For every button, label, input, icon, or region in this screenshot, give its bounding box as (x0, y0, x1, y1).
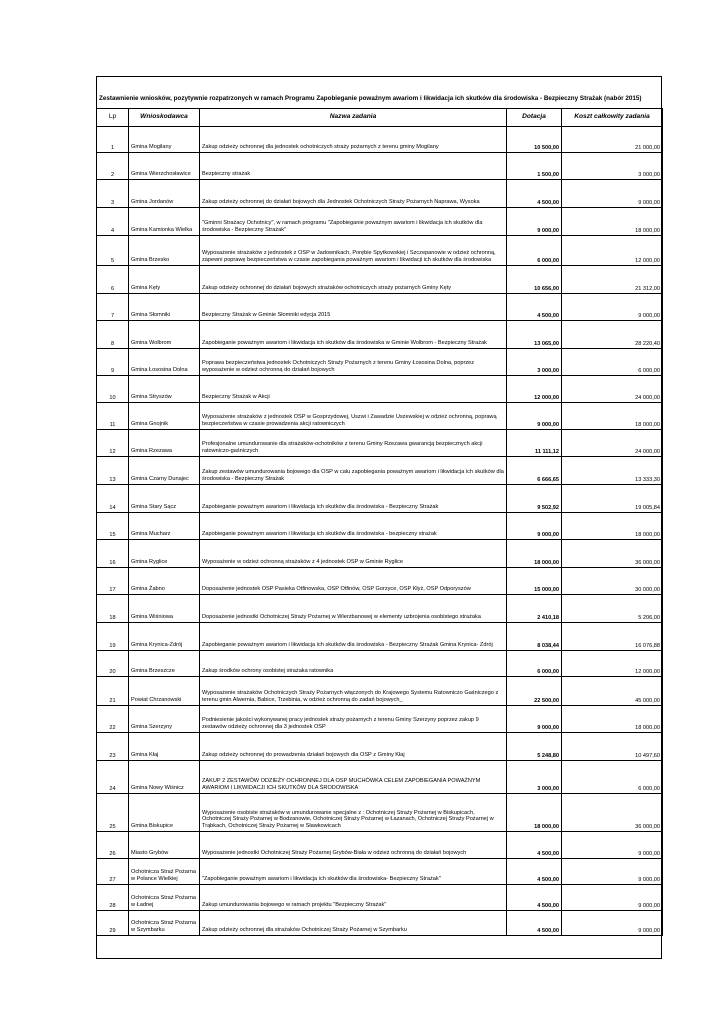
cell-lp: 11 (97, 403, 129, 430)
cell-lp: 16 (97, 540, 129, 568)
cell-cost: 45 000,00 (562, 677, 663, 706)
cell-task: Zakup odzieży ochronnej do prowadzenia działań bojowych dla OSP z Gminy Kłaj (200, 733, 507, 761)
cell-cost: 18 000,00 (562, 208, 663, 236)
cell-applicant: Gmina Słomniki (129, 294, 200, 321)
cell-cost: 18 000,00 (562, 513, 663, 540)
cell-lp: 8 (97, 321, 129, 349)
cell-grant: 11 111,12 (507, 430, 562, 457)
cell-applicant: Gmina Czarny Dunajec (129, 457, 200, 485)
cell-lp: 1 (97, 127, 129, 153)
table-row (97, 706, 663, 733)
cell-cost: 30 000,00 (562, 568, 663, 595)
header-cost: Koszt całkowity zadania (562, 109, 663, 127)
cell-grant: 4 500,00 (507, 911, 562, 936)
cell-applicant: Gmina Żabno (129, 568, 200, 595)
cell-applicant: Gmina Stryszów (129, 376, 200, 403)
cell-grant: 8 038,44 (507, 623, 562, 651)
table-row (97, 568, 663, 595)
cell-cost: 21 000,00 (562, 127, 663, 153)
cell-applicant: Gmina Wiśniowa (129, 595, 200, 623)
cell-task: Bezpieczny Strażak w Akcji (200, 376, 507, 403)
cell-task: Wyposażenie w odzież ochronną strażaków z 4 jednostek OSP w Gminie Ryglice (200, 540, 507, 568)
cell-grant: 13 065,00 (507, 321, 562, 349)
table-row (97, 859, 663, 885)
cell-cost: 24 000,00 (562, 376, 663, 403)
cell-task: Bezpieczny Strażak w Gminie Słomniki edycja 2015 (200, 294, 507, 321)
table-row (97, 208, 663, 236)
cell-cost: 5 206,00 (562, 595, 663, 623)
cell-lp: 17 (97, 568, 129, 595)
cell-cost: 19 005,84 (562, 485, 663, 513)
cell-grant: 18 000,00 (507, 540, 562, 568)
cell-applicant: Gmina Biskupice (129, 794, 200, 832)
header-applicant: Wnioskodawca (129, 109, 200, 127)
table-row (97, 153, 663, 180)
cell-cost: 12 000,00 (562, 236, 663, 266)
cell-applicant: Gmina Kamionka Wielka (129, 208, 200, 236)
table-row (97, 349, 663, 376)
cell-applicant: Gmina Kłaj (129, 733, 200, 761)
cell-task: Zakup środków ochrony osobistej strażaka ratownika (200, 651, 507, 677)
cell-task: Wyposażenie osobiste strażaków w umundurowanie specjalne z : Ochotniczej Straży Pożarnej w Biskupicach, Ochotniczej Straży Pożarnej w Bodzanowie, Ochotniczej Straży Pożarnej w Łazanach, Ochotniczej Straży Pożarnej w Trąbkach, Ochotniczej Straży Pożarnej w Sławkowicach (200, 794, 507, 832)
cell-cost: 21 312,00 (562, 266, 663, 294)
table-row (97, 651, 663, 677)
cell-cost: 36 000,00 (562, 540, 663, 568)
cell-lp: 10 (97, 376, 129, 403)
cell-lp: 20 (97, 651, 129, 677)
cell-cost: 6 000,00 (562, 761, 663, 794)
cell-cost: 9 000,00 (562, 294, 663, 321)
cell-grant: 9 000,00 (507, 208, 562, 236)
cell-applicant: Gmina Brzeszcze (129, 651, 200, 677)
table-row (97, 794, 663, 832)
cell-applicant: Gmina Szerzyny (129, 706, 200, 733)
cell-applicant: Gmina Kęty (129, 266, 200, 294)
cell-applicant: Miasto Grybów (129, 832, 200, 859)
cell-cost: 18 000,00 (562, 403, 663, 430)
table-row (97, 457, 663, 485)
table-row (97, 885, 663, 911)
cell-task: Zapobieganie poważnym awariom i likwidacja ich skutków dla środowiska w Gminie Wolbrom - Bezpieczny Strażak (200, 321, 507, 349)
cell-grant: 12 000,00 (507, 376, 562, 403)
applications-table (96, 108, 663, 936)
cell-task: Poprawa bezpieczeństwa jednostek Ochotniczych Straży Pożarnych z terenu Gminy Łososina Dolna, poprzez wyposażenie w odzież ochronną do działań bojowych (200, 349, 507, 376)
cell-lp: 3 (97, 180, 129, 208)
cell-grant: 6 000,00 (507, 651, 562, 677)
cell-applicant: Ochotnicza Straż Pożarna w Ładnej (129, 885, 200, 911)
table-row (97, 911, 663, 936)
cell-task: "Gminni Strażacy Ochotnicy", w ramach programu "Zapobieganie poważnym awariom i likwidacja ich skutków dla środowiska - Bezpieczny Strażak" (200, 208, 507, 236)
cell-task: Zakup odzieży ochronnej do działań bojowych dla Jednostek Ochotniczych Straży Pożarnych Naprawa, Wysoka (200, 180, 507, 208)
cell-applicant: Gmina Rzezawa (129, 430, 200, 457)
cell-grant: 4 500,00 (507, 859, 562, 885)
cell-grant: 6 000,00 (507, 236, 562, 266)
cell-cost: 12 000,00 (562, 651, 663, 677)
cell-lp: 18 (97, 595, 129, 623)
cell-applicant: Ochotnicza Straż Pożarna w Szymbarku (129, 911, 200, 936)
cell-cost: 9 000,00 (562, 832, 663, 859)
cell-cost: 9 000,00 (562, 859, 663, 885)
table-header-row (97, 109, 663, 127)
cell-lp: 15 (97, 513, 129, 540)
cell-lp: 6 (97, 266, 129, 294)
cell-applicant: Gmina Brzesko (129, 236, 200, 266)
table-row (97, 180, 663, 208)
cell-task: Doposażenie jednostek OSP Pasieka Otfinowska, OSP Otfinów, OSP Gorzyce, OSP Kłyż, OSP Odporyszów (200, 568, 507, 595)
cell-task: Zapobieganie poważnym awariom i likwidacja ich skutków dla środowiska - Bezpieczny Strażak (200, 485, 507, 513)
cell-grant: 18 000,00 (507, 794, 562, 832)
cell-applicant: Gmina Nowy Wiśnicz (129, 761, 200, 794)
cell-cost: 9 000,00 (562, 911, 663, 936)
cell-applicant: Gmina Krynica-Zdrój (129, 623, 200, 651)
cell-cost: 24 000,00 (562, 430, 663, 457)
header-task: Nazwa zadania (200, 109, 507, 127)
cell-lp: 24 (97, 761, 129, 794)
cell-cost: 13 333,30 (562, 457, 663, 485)
cell-grant: 3 000,00 (507, 761, 562, 794)
cell-grant: 9 000,00 (507, 513, 562, 540)
cell-applicant: Gmina Ryglice (129, 540, 200, 568)
cell-task: Doposażenie jednostki Ochotniczej Straży Pożarnej w Wierzbanowej w elementy uzbrojenia osobistego strażaka (200, 595, 507, 623)
cell-task: Zapobieganie poważnym awariom i likwidacja ich skutków dla środowiska - bezpieczny strażak (200, 513, 507, 540)
header-grant: Dotacja (507, 109, 562, 127)
cell-lp: 9 (97, 349, 129, 376)
cell-grant: 1 500,00 (507, 153, 562, 180)
cell-grant: 4 500,00 (507, 885, 562, 911)
table-row (97, 403, 663, 430)
cell-grant: 10 656,00 (507, 266, 562, 294)
table-row (97, 266, 663, 294)
cell-task: Zakup odzieży ochronnej dla jednostek ochotniczych straży pożarnych z terenu gminy Mogilany (200, 127, 507, 153)
cell-lp: 12 (97, 430, 129, 457)
cell-task: Wyposażenie strażaków z jednostek z OSP w Jadownikach, Porębie Spytkowskiej i Szczepanowie w odzież ochronną, zapewni poprawę bezpieczeństwa w czasie zapobiegania poważnym awariom i likwidacji ich skutków dla środowiska (200, 236, 507, 266)
table-row (97, 832, 663, 859)
cell-grant: 9 000,00 (507, 403, 562, 430)
table-row (97, 595, 663, 623)
document-title: Zestawnienie wniosków, pozytywnie rozpatrzonych w ramach Programu Zapobieganie poważnym awariom i likwidacja ich skutków dla środowiska - Bezpieczny Strażak (nabór 2015) (99, 95, 642, 102)
table-row (97, 540, 663, 568)
cell-applicant: Ochotnicza Straż Pożarna w Polance Wielkiej (129, 859, 200, 885)
cell-lp: 5 (97, 236, 129, 266)
cell-applicant: Gmina Jordanów (129, 180, 200, 208)
cell-grant: 2 410,18 (507, 595, 562, 623)
cell-task: Zakup zestawów umundurowania bojowego dla OSP w calu zapobiegania poważnym awariom i likwidacja ich skutków dla środowiska - Bezpieczny Strażak (200, 457, 507, 485)
cell-cost: 28 220,40 (562, 321, 663, 349)
cell-lp: 26 (97, 832, 129, 859)
cell-lp: 19 (97, 623, 129, 651)
table-row (97, 677, 663, 706)
table-row (97, 430, 663, 457)
cell-applicant: Gmina Łososina Dolna (129, 349, 200, 376)
cell-task: Zapobieganie poważnym awariom i likwidacja ich skutków dla środowiska - Bezpieczny Strażak Gmina Krynica- Zdrój (200, 623, 507, 651)
cell-task: ZAKUP 2 ZESTAWÓW ODZIEŻY OCHRONNEJ DLA OSP MUCHÓWKA CELEM ZAPOBIEGANIA POWAŻNYM AWARIOM I LIKWIDACJI ICH SKUTKÓW DLA ŚRODOWISKA (200, 761, 507, 794)
cell-applicant: Powiat Chrzanowski (129, 677, 200, 706)
cell-lp: 27 (97, 859, 129, 885)
cell-lp: 23 (97, 733, 129, 761)
cell-task: Zakup odzieży ochronnej dla strażaków Ochotniczej Straży Pożarnej w Szymbarku (200, 911, 507, 936)
cell-applicant: Gmina Stary Sącz (129, 485, 200, 513)
cell-grant: 6 666,65 (507, 457, 562, 485)
cell-applicant: Gmina Mucharz (129, 513, 200, 540)
cell-grant: 4 500,00 (507, 294, 562, 321)
cell-lp: 21 (97, 677, 129, 706)
table-row (97, 321, 663, 349)
cell-task: Zakup odzieży ochronnej do działań bojowych strażaków ochotniczych straży pożarnych Gminy Kęty (200, 266, 507, 294)
table-row (97, 513, 663, 540)
table-row (97, 294, 663, 321)
cell-grant: 4 500,00 (507, 832, 562, 859)
table-row (97, 236, 663, 266)
cell-grant: 4 500,00 (507, 180, 562, 208)
cell-task: Zakup umundurowania bojowego w ramach projektu "Bezpieczny Strażak" (200, 885, 507, 911)
table-row (97, 623, 663, 651)
cell-lp: 22 (97, 706, 129, 733)
cell-applicant: Gmina Mogilany (129, 127, 200, 153)
table-row (97, 376, 663, 403)
cell-cost: 9 000,00 (562, 885, 663, 911)
cell-grant: 9 000,00 (507, 706, 562, 733)
cell-task: Wyposażenie jednostki Ochotniczej Straży Pożarnej Grybów-Biała w odzież ochronną do działań bojowych (200, 832, 507, 859)
cell-cost: 3 000,00 (562, 153, 663, 180)
header-lp: Lp (97, 109, 129, 127)
cell-task: "Zapobieganie poważnym awariom i likwidacja ich skutków dla środowiska- Bezpieczny Strażak" (200, 859, 507, 885)
cell-grant: 10 500,00 (507, 127, 562, 153)
cell-grant: 22 500,00 (507, 677, 562, 706)
cell-applicant: Gmina Wolbrom (129, 321, 200, 349)
cell-cost: 36 000,00 (562, 794, 663, 832)
cell-lp: 2 (97, 153, 129, 180)
cell-lp: 4 (97, 208, 129, 236)
cell-task: Wyposażenie strażaków z jednostek OSP w Gosprzydowej, Uszwi i Zawadzie Uszewskiej w odzież ochronną, poprawą bezpieczeństwa w czasie prowadzenia akcji ratowniczych (200, 403, 507, 430)
cell-grant: 3 000,00 (507, 349, 562, 376)
cell-grant: 5 248,80 (507, 733, 562, 761)
cell-grant: 9 502,92 (507, 485, 562, 513)
cell-lp: 14 (97, 485, 129, 513)
cell-cost: 16 076,88 (562, 623, 663, 651)
cell-cost: 10 497,60 (562, 733, 663, 761)
cell-lp: 25 (97, 794, 129, 832)
cell-cost: 6 000,00 (562, 349, 663, 376)
cell-task: Podniesienie jakości wykonywanej pracy jednostek straży pożarnych z terenu Gminy Szerzyny poprzez zakup 9 zestawów odzieży ochronnej dla 3 jednostek OSP (200, 706, 507, 733)
cell-lp: 13 (97, 457, 129, 485)
cell-task: Bezpieczny strażak (200, 153, 507, 180)
cell-lp: 29 (97, 911, 129, 936)
table-row (97, 485, 663, 513)
cell-cost: 9 000,00 (562, 180, 663, 208)
cell-task: Wyposażenie strażaków Ochotniczych Straży Pożarnych włączonych do Krajowego Systemu Ratowniczo Gaśniczego z terenu gmin Alwernia, Babice, Trzebinia, w odzież ochronną do zadań bojowych_ (200, 677, 507, 706)
cell-cost: 18 000,00 (562, 706, 663, 733)
table-row (97, 733, 663, 761)
table-row (97, 761, 663, 794)
cell-applicant: Gmina Gnojnik (129, 403, 200, 430)
cell-lp: 28 (97, 885, 129, 911)
cell-lp: 7 (97, 294, 129, 321)
cell-task: Profesjonalne umundurowanie dla strażaków-ochotników z terenu Gminy Rzezawa gwarancją bezpiecznych akcji ratowniczo-gaśniczych (200, 430, 507, 457)
cell-applicant: Gmina Wierzchosławice (129, 153, 200, 180)
table-row (97, 127, 663, 153)
cell-grant: 15 000,00 (507, 568, 562, 595)
